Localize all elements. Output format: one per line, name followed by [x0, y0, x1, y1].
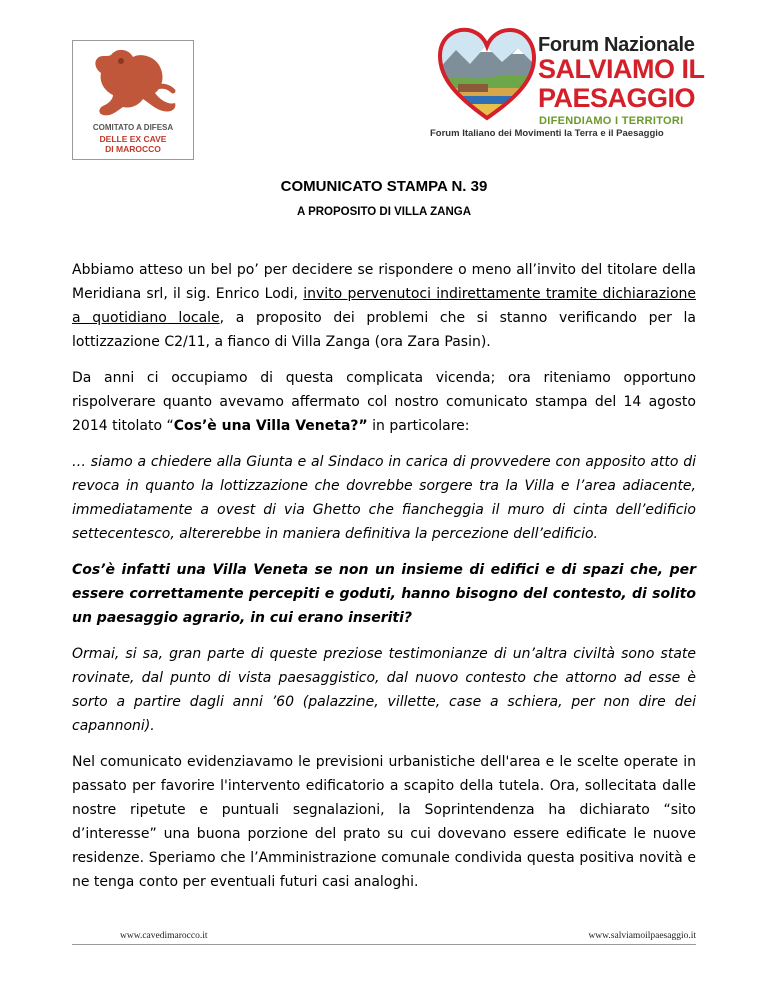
- document-body: [72, 258, 696, 906]
- forum-caption: Forum Italiano dei Movimenti la Terra e il Paesaggio: [430, 128, 664, 139]
- comitato-logo: [72, 40, 194, 160]
- footer-divider: [72, 944, 696, 945]
- paragraph-2-text-a: Da anni ci occupiamo di questa complicata vicenda; ora riteniamo opportuno rispolverare quanto avevamo affermato col nostro comunicato stampa del 14 agosto 2014 titolato “: [72, 370, 696, 434]
- paragraph-5-quote: Ormai, si sa, gran parte di queste preziose testimonianze di un’altra civiltà sono state rovinate, dal punto di vista paesaggistico, dal nuovo contesto che attorno ad esse è sorto a partire dagli anni ’60 (palazzine, villette, case a schiera, per non dire dei capannoni).: [72, 646, 696, 734]
- frog-icon: [83, 45, 183, 123]
- logo-caption-2: DELLE EX CAVE: [99, 134, 167, 144]
- paragraph-1-text-b: , a proposito dei problemi che si stanno verificando per la lottizzazione C2/11, a fianco di Villa Zanga (ora Zara Pasin).: [72, 310, 696, 350]
- heart-landscape-icon: [436, 24, 538, 124]
- paragraph-4-quote-bold: Cos’è infatti una Villa Veneta se non un insieme di edifici e di spazi che, per essere correttamente percepiti e goduti, hanno bisogno del contesto, di solito un paesaggio agrario, in cui erano inseriti?: [72, 562, 696, 626]
- forum-title-line1: Forum Nazionale: [538, 34, 695, 56]
- press-release-title: COMUNICATO STAMPA N. 39: [280, 178, 488, 195]
- paragraph-1-text-a: Abbiamo atteso un bel po’ per decidere se rispondere o meno all’invito del titolare della Meridiana srl, il sig. Enrico Lodi,: [72, 262, 696, 302]
- paragraph-2: [72, 366, 696, 438]
- paragraph-3-quote: … siamo a chiedere alla Giunta e al Sindaco in carica di provvedere con apposito atto di revoca in quanto la lottizzazione che dovrebbe sorgere tra la Villa e l’area adiacente, immediatamente a ovest di via Ghetto che fiancheggia il muro di cinta dell’edificio settecentesco, altererebbe in maniera definitiva la percezione dell’edificio.: [72, 454, 696, 542]
- forum-title-line3: PAESAGGIO: [538, 83, 696, 113]
- footer-left-url[interactable]: www.cavedimarocco.it: [120, 931, 208, 941]
- forum-slogan: DIFENDIAMO I TERRITORI: [539, 115, 684, 127]
- footer-right-url[interactable]: www.salviamoilpaesaggio.it: [588, 931, 696, 941]
- paragraph-1: [72, 258, 696, 354]
- logo-caption-1: COMITATO A DIFESA: [92, 123, 174, 132]
- underlined-reference: invito pervenutoci indirettamente tramite dichiarazione a quotidiano locale: [72, 286, 696, 326]
- paragraph-6: Nel comunicato evidenziavamo le previsioni urbanistiche dell'area e le scelte operate in passato per favorire l'intervento edificatorio a scapito della tutela. Ora, sollecitata dalle nostre ripetute e puntuali segnalazioni, la Soprintendenza ha dichiarato “sito d’interesse” una buona porzione del prato su cui dovevano essere edificate le nuove residenze. Speriamo che l’Amministrazione comunale condivida questa positiva novità e ne tenga conto per eventuali futuri casi analoghi.: [72, 754, 696, 890]
- paragraph-2-text-b: in particolare:: [367, 418, 470, 434]
- press-release-subtitle: A PROPOSITO DI VILLA ZANGA: [297, 206, 471, 218]
- logo-caption-3: DI MAROCCO: [105, 144, 161, 154]
- paragraph-2-bold: Cos’è una Villa Veneta?”: [173, 418, 368, 434]
- forum-logo: [436, 24, 736, 144]
- forum-title-line2: SALVIAMO IL: [538, 54, 705, 84]
